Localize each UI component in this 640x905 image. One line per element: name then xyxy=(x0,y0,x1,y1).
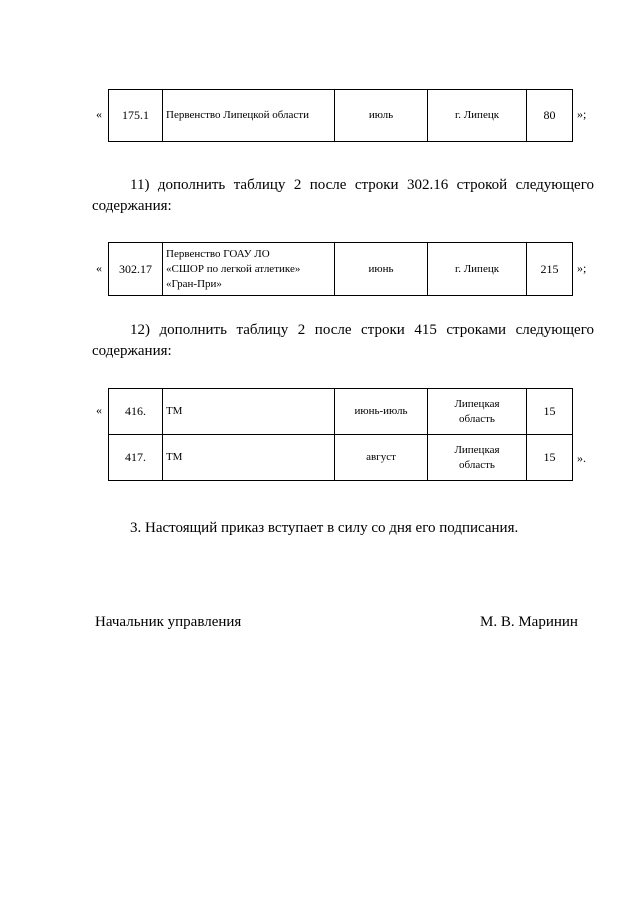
cell-month: июль xyxy=(335,90,428,142)
cell-count: 15 xyxy=(527,389,573,435)
close-quote-416: ». xyxy=(577,451,586,465)
cell-place-line: область xyxy=(459,412,495,425)
cell-name: ТМ xyxy=(163,389,335,435)
table-row-302 xyxy=(108,242,573,296)
cell-name-line: «Гран-При» xyxy=(166,277,222,290)
paragraph-12 xyxy=(92,320,594,362)
close-quote-302: »; xyxy=(577,261,587,275)
cell-name xyxy=(163,243,335,296)
order-effective-text: 3. Настоящий приказ вступает в силу со дня его подписания. xyxy=(130,520,519,536)
open-quote-175: « xyxy=(96,107,102,121)
cell-month: июнь-июль xyxy=(335,389,428,435)
cell-place xyxy=(428,435,527,481)
cell-name-line: Первенство ГОАУ ЛО xyxy=(166,247,270,260)
cell-month: июнь xyxy=(335,243,428,296)
paragraph-11 xyxy=(92,175,594,217)
cell-place xyxy=(428,389,527,435)
cell-place-line: Липецкая xyxy=(454,443,500,456)
signature-name: М. В. Маринин xyxy=(480,614,578,630)
cell-number: 416. xyxy=(109,389,163,435)
cell-place-line: Липецкая xyxy=(454,397,500,410)
paragraph-11-line1: 11) дополнить таблицу 2 после строки 302.16 строкой следующего xyxy=(130,177,594,193)
open-quote-416: « xyxy=(96,403,102,417)
cell-count: 80 xyxy=(527,90,573,142)
cell-number: 302.17 xyxy=(109,243,163,296)
cell-number: 175.1 xyxy=(109,90,163,142)
paragraph-12-line1: 12) дополнить таблицу 2 после строки 415 строками следующего xyxy=(130,322,594,338)
cell-count: 15 xyxy=(527,435,573,481)
table-row xyxy=(109,435,573,481)
table-row xyxy=(109,90,573,142)
table-row xyxy=(109,389,573,435)
table-rows-416 xyxy=(108,388,573,481)
cell-place-line: область xyxy=(459,458,495,471)
cell-place: г. Липецк xyxy=(428,243,527,296)
cell-number: 417. xyxy=(109,435,163,481)
close-quote-175: »; xyxy=(577,107,587,121)
paragraph-12-line2: содержания: xyxy=(92,343,172,359)
paragraph-11-line2: содержания: xyxy=(92,198,172,214)
table-row xyxy=(109,243,573,296)
signature-position: Начальник управления xyxy=(95,614,242,630)
cell-name: ТМ xyxy=(163,435,335,481)
cell-place: г. Липецк xyxy=(428,90,527,142)
cell-count: 215 xyxy=(527,243,573,296)
table-row-175 xyxy=(108,89,573,142)
cell-name: Первенство Липецкой области xyxy=(163,90,335,142)
cell-month: август xyxy=(335,435,428,481)
cell-name-line: «СШОР по легкой атлетике» xyxy=(166,262,301,275)
open-quote-302: « xyxy=(96,261,102,275)
